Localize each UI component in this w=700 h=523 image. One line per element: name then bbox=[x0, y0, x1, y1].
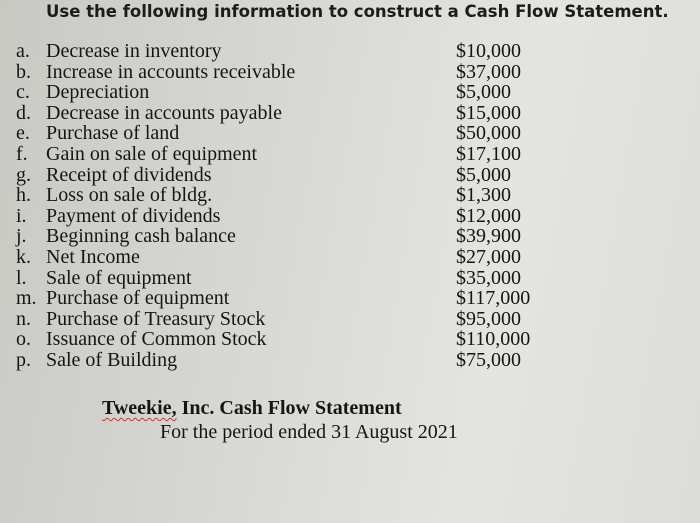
item-description: Issuance of Common Stock bbox=[46, 328, 267, 351]
transaction-list bbox=[16, 41, 556, 371]
list-item bbox=[16, 62, 556, 83]
item-description: Sale of Building bbox=[46, 348, 178, 371]
item-description: Increase in accounts receivable bbox=[46, 60, 296, 83]
item-amount: $10,000 bbox=[456, 40, 521, 62]
item-amount: $17,100 bbox=[456, 142, 521, 165]
item-amount: $50,000 bbox=[456, 122, 521, 145]
item-description: Depreciation bbox=[46, 81, 150, 104]
item-description: Purchase of equipment bbox=[46, 287, 230, 310]
item-letter: j. bbox=[16, 225, 27, 248]
list-item bbox=[16, 82, 556, 103]
list-item bbox=[16, 247, 556, 268]
statement-title-rest: Inc. Cash Flow Statement bbox=[176, 397, 402, 419]
item-letter: i. bbox=[16, 204, 27, 227]
item-amount: $15,000 bbox=[456, 101, 521, 124]
list-item bbox=[16, 226, 556, 247]
item-letter: a. bbox=[16, 40, 30, 62]
statement-title bbox=[102, 396, 458, 420]
item-description: Loss on sale of bldg. bbox=[46, 184, 213, 207]
item-amount: $95,000 bbox=[456, 307, 521, 330]
item-description: Beginning cash balance bbox=[46, 225, 236, 248]
statement-period: For the period ended 31 August 2021 bbox=[160, 421, 458, 443]
item-amount: $117,000 bbox=[456, 287, 531, 310]
item-description: Decrease in accounts payable bbox=[46, 101, 282, 124]
item-letter: n. bbox=[16, 307, 31, 330]
item-letter: c. bbox=[16, 81, 30, 104]
item-amount: $5,000 bbox=[456, 163, 511, 186]
item-letter: g. bbox=[16, 163, 31, 186]
item-letter: d. bbox=[16, 101, 31, 124]
list-item bbox=[16, 309, 556, 330]
list-item bbox=[16, 41, 556, 62]
item-description: Purchase of land bbox=[46, 122, 180, 145]
instruction-heading: Use the following information to construct a Cash Flow Statement. bbox=[46, 2, 669, 21]
list-item bbox=[16, 350, 556, 371]
item-amount: $27,000 bbox=[456, 245, 521, 268]
item-letter: o. bbox=[16, 328, 31, 351]
list-item bbox=[16, 268, 556, 289]
company-name: Tweekie, bbox=[102, 397, 177, 419]
list-item bbox=[16, 165, 556, 186]
item-letter: l. bbox=[16, 266, 27, 289]
list-item bbox=[16, 288, 556, 309]
list-item bbox=[16, 185, 556, 206]
list-item bbox=[16, 206, 556, 227]
list-item bbox=[16, 103, 556, 124]
item-amount: $5,000 bbox=[456, 81, 511, 104]
item-amount: $37,000 bbox=[456, 60, 521, 83]
item-description: Gain on sale of equipment bbox=[46, 142, 258, 165]
item-description: Net Income bbox=[46, 245, 140, 268]
item-description: Sale of equipment bbox=[46, 266, 192, 289]
item-amount: $35,000 bbox=[456, 266, 521, 289]
item-amount: $110,000 bbox=[456, 328, 531, 351]
list-item bbox=[16, 123, 556, 144]
item-amount: $12,000 bbox=[456, 204, 521, 227]
item-letter: k. bbox=[16, 245, 31, 268]
item-description: Payment of dividends bbox=[46, 204, 221, 227]
item-letter: h. bbox=[16, 184, 31, 207]
item-description: Receipt of dividends bbox=[46, 163, 212, 186]
list-item bbox=[16, 329, 556, 350]
statement-header bbox=[102, 396, 458, 444]
list-item bbox=[16, 144, 556, 165]
item-amount: $75,000 bbox=[456, 348, 521, 371]
item-description: Purchase of Treasury Stock bbox=[46, 307, 266, 330]
item-letter: e. bbox=[16, 122, 30, 145]
item-description: Decrease in inventory bbox=[46, 40, 222, 62]
item-amount: $39,900 bbox=[456, 225, 521, 248]
item-letter: f. bbox=[16, 142, 28, 165]
item-amount: $1,300 bbox=[456, 184, 511, 207]
item-letter: b. bbox=[16, 60, 31, 83]
item-letter: p. bbox=[16, 348, 31, 371]
item-letter: m. bbox=[16, 287, 37, 310]
